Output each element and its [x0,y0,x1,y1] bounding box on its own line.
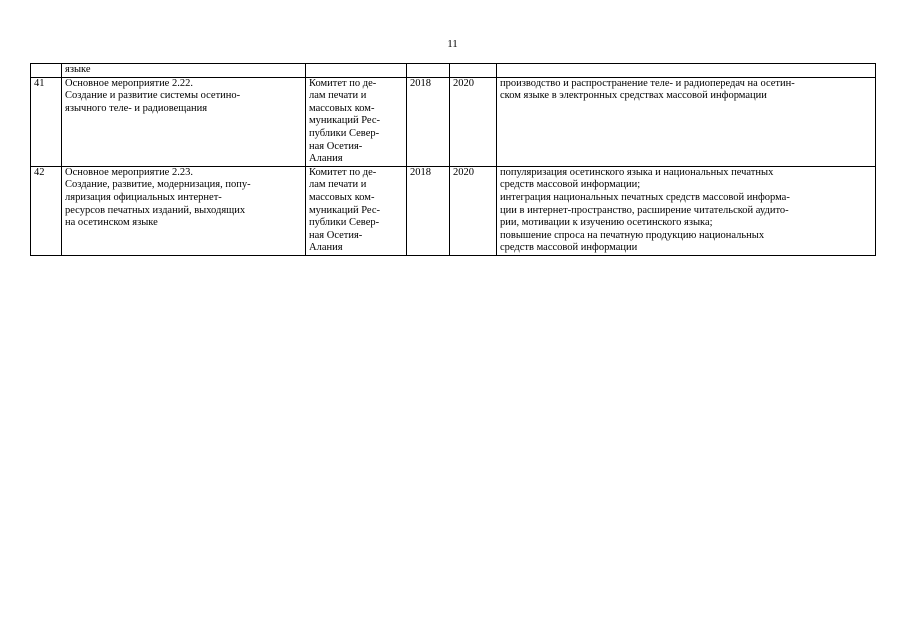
cell-executor: Комитет по де- лам печати и массовых ком- муникаций Рес- публики Север- ная Осетия- Алания [306,77,407,166]
cell-event: языке [62,64,306,78]
cell-event: Основное мероприятие 2.23. Создание, развитие, модернизация, попу- ляризация официальных интернет- ресурсов печатных изданий, выходящих на осетинском языке [62,166,306,255]
cell-end-year: 2020 [450,166,497,255]
cell-end-year: 2020 [450,77,497,166]
cell-number: 41 [31,77,62,166]
page-number: 11 [447,38,458,50]
cell-executor [306,64,407,78]
table-row [31,166,876,255]
cell-end-year [450,64,497,78]
cell-result: популяризация осетинского языка и национальных печатных средств массовой информации; интеграция национальных печатных средств массовой информа- ции в интернет-пространство, расширение читательской аудито- рии, мотивации к изучению осетинского языка; повышение спроса на печатную продукцию национальных средств массовой информации [497,166,876,255]
cell-number [31,64,62,78]
cell-result: производство и распространение теле- и радиопередач на осетин- ском языке в электронных средствах массовой информации [497,77,876,166]
cell-number: 42 [31,166,62,255]
cell-start-year: 2018 [407,77,450,166]
cell-start-year: 2018 [407,166,450,255]
cell-result [497,64,876,78]
cell-start-year [407,64,450,78]
table-row [31,77,876,166]
cell-executor: Комитет по де- лам печати и массовых ком- муникаций Рес- публики Север- ная Осетия- Алания [306,166,407,255]
cell-event: Основное мероприятие 2.22. Создание и развитие системы осетино- язычного теле- и радиовещания [62,77,306,166]
table-row-continuation [31,64,876,78]
measures-table [30,63,876,256]
